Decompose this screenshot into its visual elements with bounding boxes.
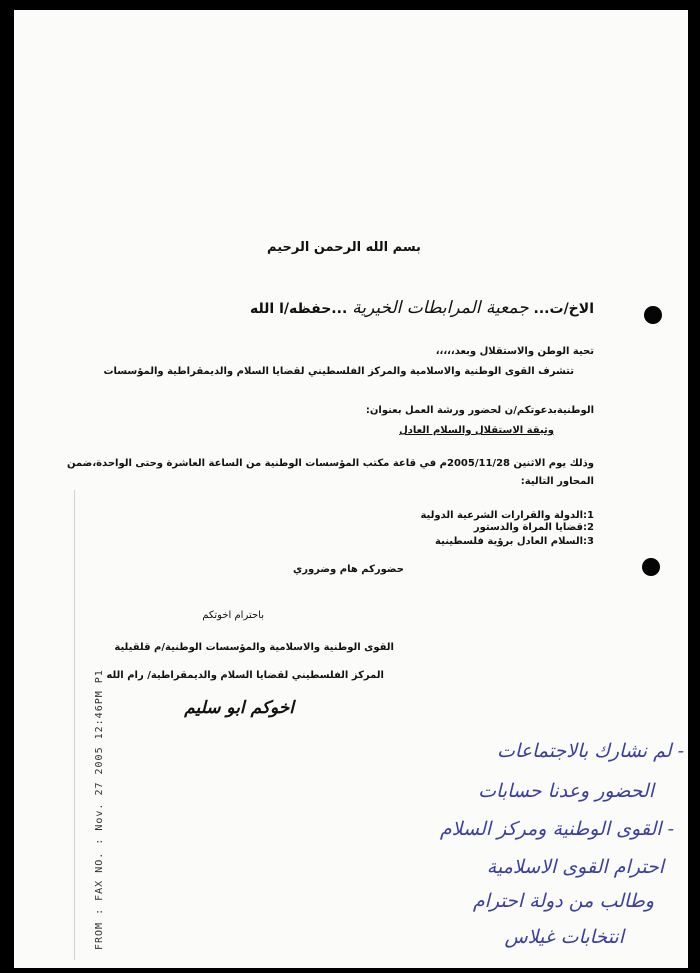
fax-header: FROM : FAX NO. : Nov. 27 2005 12:46PM P1 [94, 669, 105, 950]
handwritten-note: - القوى الوطنية ومركز السلام [439, 818, 674, 840]
axes-intro: المحاور التالية: [520, 476, 594, 487]
organization-2: المركز الفلسطيني لقضايا السلام والديمقراطية/ رام الله [106, 670, 384, 681]
handwritten-note: الحضور وعدنا حسابات [478, 780, 654, 802]
recipient-line [249, 298, 594, 318]
regards: باحترام اخوتكم [202, 610, 264, 621]
importance-note: حضوركم هام وضروري [293, 564, 404, 575]
greeting: تحية الوطن والاستقلال وبعد،،،،، [435, 346, 594, 357]
body-line-1: تتشرف القوى الوطنية والاسلامية والمركز الفلسطيني لقضايا السلام والديمقراطية والمؤسسات [103, 366, 574, 377]
handwritten-note: احترام القوى الاسلامية [486, 856, 664, 878]
recipient-suffix: ...حفظه/ا الله [249, 301, 348, 317]
axis-item: 2:قضايا المراة والدستور [473, 522, 594, 533]
punch-hole-top [644, 306, 662, 324]
workshop-title: وثيقة الاستقلال والسلام العادل [399, 425, 554, 436]
handwritten-note: وطالب من دولة احترام [472, 890, 654, 912]
punch-hole-bottom [642, 558, 660, 576]
body-line-2: الوطنيةبدعوتكم/ن لحضور ورشة العمل بعنوان: [365, 405, 594, 416]
handwritten-note: انتخابات غيلاس [504, 926, 624, 948]
date-line: وذلك يوم الاثنين 2005/11/28م في قاعة مكتب المؤسسات الوطنية من الساعة العاشرة وحتى الواحدة،ضمن [66, 458, 594, 469]
recipient-handwritten: جمعية المرابطات الخيرية [352, 298, 529, 318]
basmala: بسم الله الرحمن الرحيم [267, 240, 421, 255]
axis-item: 1:الدولة والقرارات الشرعية الدولية [420, 510, 594, 521]
fax-header-vertical [74, 490, 89, 960]
organization-1: القوى الوطنية والاسلامية والمؤسسات الوطنية/م قلقيلية [114, 642, 394, 653]
handwritten-note: - لم نشارك بالاجتماعات [496, 740, 684, 762]
signature: اخوكم ابو سليم [184, 698, 294, 718]
axis-item: 3:السلام العادل برؤية فلسطينية [435, 536, 594, 547]
recipient-prefix: الاخ/ت... [533, 301, 594, 317]
letter-page [14, 10, 688, 968]
